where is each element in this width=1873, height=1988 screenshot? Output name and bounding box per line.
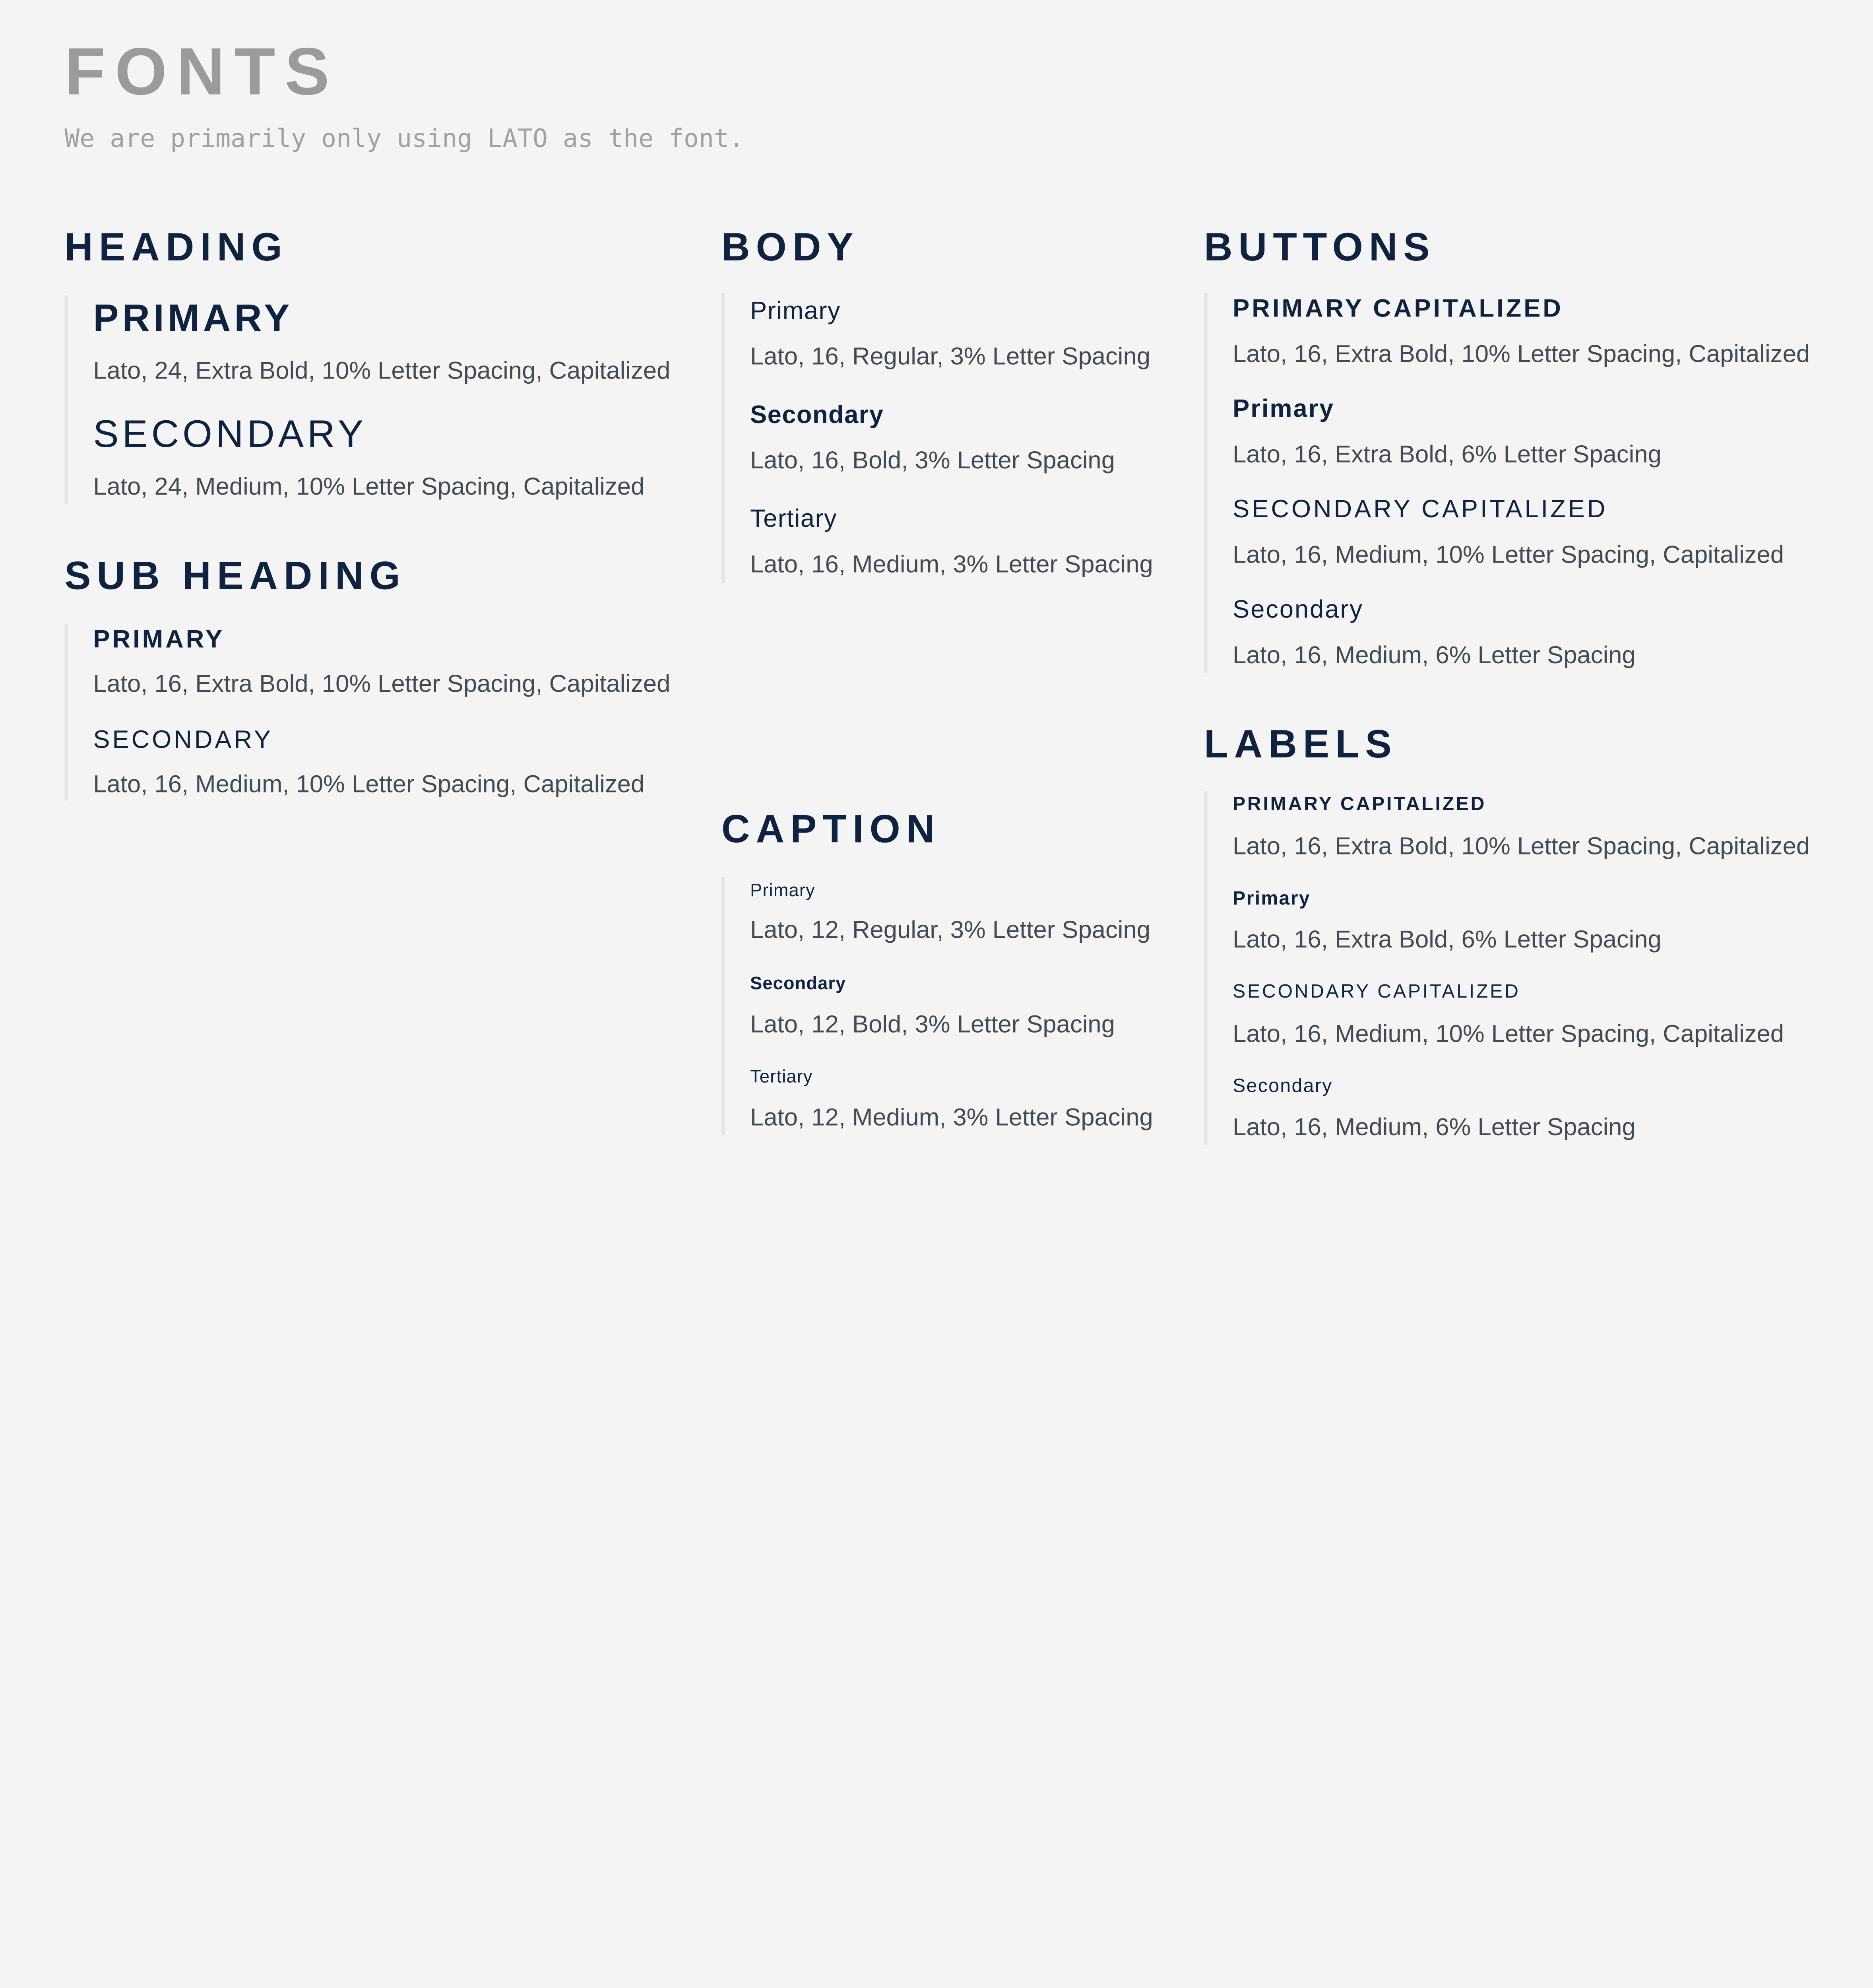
buttons-secondary-capitalized-name: SECONDARY CAPITALIZED xyxy=(1233,496,1608,524)
caption-secondary-desc: Lato, 12, Bold, 3% Letter Spacing xyxy=(750,1011,1115,1039)
caption-tertiary-name: Tertiary xyxy=(750,1067,813,1087)
body-primary-desc: Lato, 16, Regular, 3% Letter Spacing xyxy=(750,343,1151,371)
buttons-group xyxy=(1204,293,1849,673)
page-title: FONTS xyxy=(64,33,339,109)
buttons-secondary-capitalized-desc: Lato, 16, Medium, 10% Letter Spacing, Capitalized xyxy=(1233,541,1784,569)
heading-secondary-name: SECONDARY xyxy=(93,412,367,455)
body-tertiary-name: Tertiary xyxy=(750,505,838,533)
buttons-secondary-name: Secondary xyxy=(1233,596,1363,624)
heading-primary-desc: Lato, 24, Extra Bold, 10% Letter Spacing, Capitalized xyxy=(93,357,671,385)
caption-primary-name: Primary xyxy=(750,880,815,901)
body-secondary-desc: Lato, 16, Bold, 3% Letter Spacing xyxy=(750,447,1115,474)
sub-heading-primary-desc: Lato, 16, Extra Bold, 10% Letter Spacing, Capitalized xyxy=(93,670,671,698)
heading-secondary-desc: Lato, 24, Medium, 10% Letter Spacing, Capitalized xyxy=(93,473,645,501)
buttons-section-title: BUTTONS xyxy=(1204,224,1436,269)
buttons-primary-capitalized-name: PRIMARY CAPITALIZED xyxy=(1233,295,1563,323)
body-secondary-name: Secondary xyxy=(750,401,884,429)
labels-secondary-capitalized-name: SECONDARY CAPITALIZED xyxy=(1233,982,1520,1003)
body-primary-name: Primary xyxy=(750,297,841,325)
body-section-title: BODY xyxy=(721,224,859,269)
labels-secondary-desc: Lato, 16, Medium, 6% Letter Spacing xyxy=(1233,1113,1636,1141)
body-tertiary-desc: Lato, 16, Medium, 3% Letter Spacing xyxy=(750,551,1153,579)
labels-primary-capitalized-desc: Lato, 16, Extra Bold, 10% Letter Spacing, Capitalized xyxy=(1233,833,1810,860)
caption-tertiary-desc: Lato, 12, Medium, 3% Letter Spacing xyxy=(750,1104,1153,1132)
labels-primary-name: Primary xyxy=(1233,889,1311,909)
labels-section-title: LABELS xyxy=(1204,722,1398,766)
caption-section-title: CAPTION xyxy=(721,806,941,851)
labels-primary-desc: Lato, 16, Extra Bold, 6% Letter Spacing xyxy=(1233,926,1662,953)
sub-heading-secondary-name: SECONDARY xyxy=(93,726,273,754)
heading-group xyxy=(64,295,698,504)
caption-primary-desc: Lato, 12, Regular, 3% Letter Spacing xyxy=(750,916,1151,944)
buttons-secondary-desc: Lato, 16, Medium, 6% Letter Spacing xyxy=(1233,641,1636,669)
labels-group xyxy=(1204,791,1849,1144)
buttons-primary-capitalized-desc: Lato, 16, Extra Bold, 10% Letter Spacing, Capitalized xyxy=(1233,340,1810,368)
labels-primary-capitalized-name: PRIMARY CAPITALIZED xyxy=(1233,794,1487,815)
sub-heading-section-title: SUB HEADING xyxy=(64,553,406,598)
page-subtitle: We are primarily only using LATO as the font. xyxy=(64,124,744,153)
buttons-primary-name: Primary xyxy=(1233,395,1335,423)
heading-section-title: HEADING xyxy=(64,224,288,269)
sub-heading-secondary-desc: Lato, 16, Medium, 10% Letter Spacing, Capitalized xyxy=(93,771,645,798)
body-group xyxy=(721,293,1175,583)
labels-secondary-capitalized-desc: Lato, 16, Medium, 10% Letter Spacing, Capitalized xyxy=(1233,1020,1784,1048)
labels-secondary-name: Secondary xyxy=(1233,1076,1333,1097)
buttons-primary-desc: Lato, 16, Extra Bold, 6% Letter Spacing xyxy=(1233,441,1662,468)
caption-secondary-name: Secondary xyxy=(750,974,846,994)
heading-primary-name: PRIMARY xyxy=(93,296,293,340)
caption-group xyxy=(721,877,1175,1135)
sub-heading-primary-name: PRIMARY xyxy=(93,626,225,654)
sub-heading-group xyxy=(64,624,698,801)
